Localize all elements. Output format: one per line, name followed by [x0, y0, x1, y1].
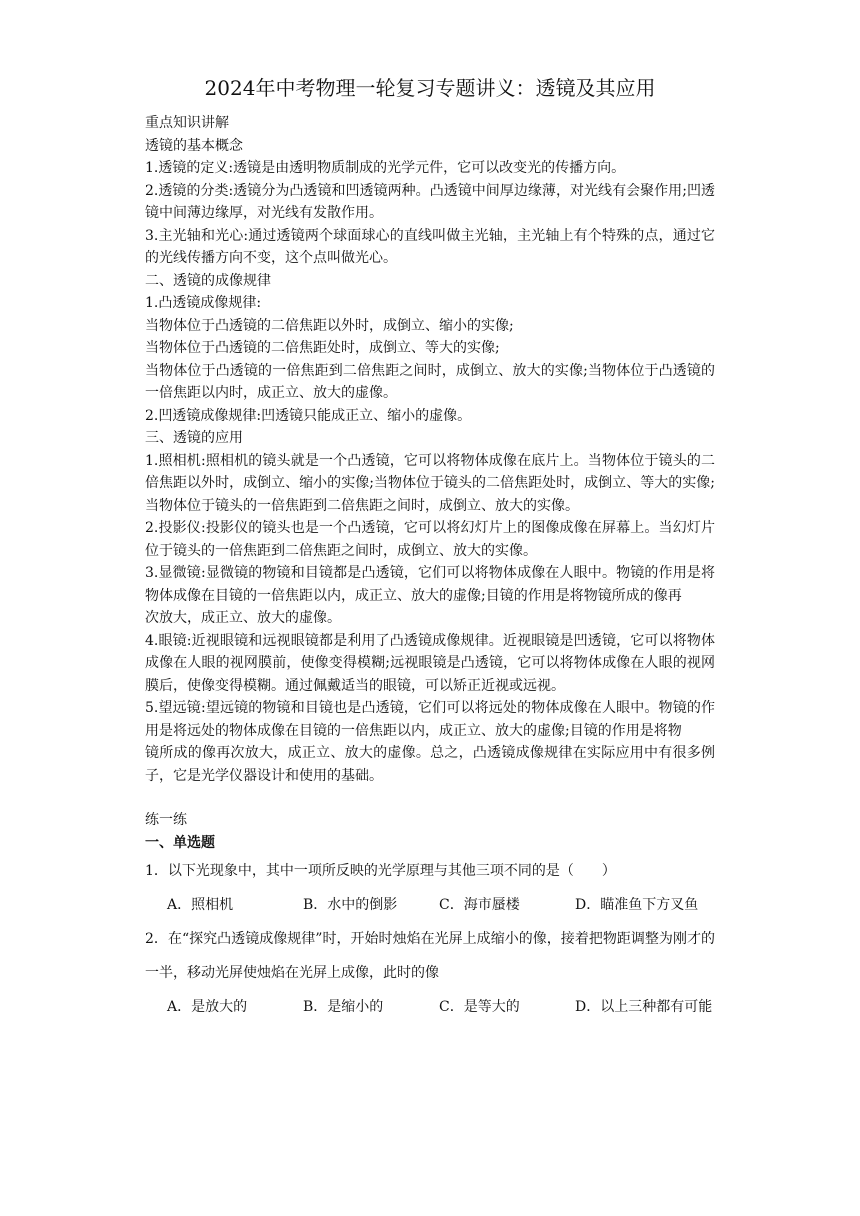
paragraph: 1.照相机:照相机的镜头就是一个凸透镜，它可以将物体成像在底片上。当物体位于镜头的二倍焦距以外时，成倒立、缩小的实像;当物体位于镜头的二倍焦距处时，成倒立、等大的实像;当物体位于镜头的一倍焦距到二倍焦距之间时，成倒立、放大的实像。 — [145, 452, 715, 514]
question-options — [145, 888, 715, 922]
document-body — [145, 112, 715, 1024]
paragraph: 透镜的基本概念 — [145, 137, 243, 154]
paragraph: 次放大，成正立、放大的虚像。 — [145, 610, 341, 626]
option-b: B．水中的倒影 — [303, 897, 398, 913]
option-d: D．瞄准鱼下方叉鱼 — [575, 897, 699, 913]
option-c: C．海市蜃楼 — [439, 897, 520, 913]
paragraph: 1.凸透镜成像规律: — [145, 295, 262, 311]
paragraph: 2.凹透镜成像规律:凹透镜只能成正立、缩小的虚像。 — [145, 407, 472, 424]
option-d: D．以上三种都有可能 — [575, 999, 713, 1015]
document-title: 2024年中考物理一轮复习专题讲义：透镜及其应用 — [204, 76, 656, 100]
paragraph: 二、透镜的成像规律 — [145, 272, 271, 289]
paragraph: 3.显微镜:显微镜的物镜和目镜都是凸透镜，它们可以将物体成像在人眼中。物镜的作用是将物体成像在目镜的一倍焦距以内，成正立、放大的虚像;目镜的作用是将物镜所成的像再 — [145, 565, 715, 604]
option-a: A．是放大的 — [167, 999, 248, 1015]
option-b: B．是缩小的 — [303, 999, 384, 1015]
paragraph: 当物体位于凸透镜的二倍焦距处时，成倒立、等大的实像; — [145, 340, 500, 356]
paragraph: 镜所成的像再次放大，成正立、放大的虚像。总之，凸透镜成像规律在实际应用中有很多例子，它是光学仪器设计和使用的基础。 — [145, 745, 715, 784]
paragraph: 重点知识讲解 — [145, 115, 229, 131]
section-heading: 一、单选题 — [145, 834, 215, 851]
question-text: 1．以下光现象中，其中一项所反映的光学原理与其他三项不同的是（ ） — [145, 863, 616, 879]
paragraph: 1.透镜的定义:透镜是由透明物质制成的光学元件，它可以改变光的传播方向。 — [145, 160, 626, 176]
paragraph: 2.透镜的分类:透镜分为凸透镜和凹透镜两种。凸透镜中间厚边缘薄，对光线有会聚作用;凹透镜中间薄边缘厚，对光线有发散作用。 — [145, 182, 715, 221]
paragraph: 当物体位于凸透镜的一倍焦距到二倍焦距之间时，成倒立、放大的实像;当物体位于凸透镜的一倍焦距以内时，成正立、放大的虚像。 — [145, 362, 715, 401]
paragraph: 4.眼镜:近视眼镜和远视眼镜都是利用了凸透镜成像规律。近视眼镜是凹透镜，它可以将物体成像在人眼的视网膜前，使像变得模糊;远视眼镜是凸透镜，它可以将物体成像在人眼的视网膜后，使像变得模糊。通过佩戴适当的眼镜，可以矫正近视或远视。 — [145, 632, 715, 694]
paragraph: 2.投影仪:投影仪的镜头也是一个凸透镜，它可以将幻灯片上的图像成像在屏幕上。当幻灯片位于镜头的一倍焦距到二倍焦距之间时，成倒立、放大的实像。 — [145, 520, 715, 559]
paragraph: 5.望远镜:望远镜的物镜和目镜也是凸透镜，它们可以将远处的物体成像在人眼中。物镜的作用是将远处的物体成像在目镜的一倍焦距以内，成正立、放大的虚像;目镜的作用是将物 — [145, 700, 715, 739]
option-c: C．是等大的 — [439, 999, 520, 1015]
option-a: A．照相机 — [167, 897, 234, 913]
question-options — [145, 990, 715, 1024]
question-text: 2．在“探究凸透镜成像规律”时，开始时烛焰在光屏上成缩小的像，接着把物距调整为刚才的一半，移动光屏使烛焰在光屏上成像，此时的像 — [145, 931, 715, 981]
paragraph: 3.主光轴和光心:通过透镜两个球面球心的直线叫做主光轴，主光轴上有个特殊的点，通过它的光线传播方向不变，这个点叫做光心。 — [145, 227, 715, 266]
practice-heading: 练一练 — [145, 812, 187, 828]
paragraph: 当物体位于凸透镜的二倍焦距以外时，成倒立、缩小的实像; — [145, 317, 514, 334]
paragraph: 三、透镜的应用 — [145, 430, 243, 446]
